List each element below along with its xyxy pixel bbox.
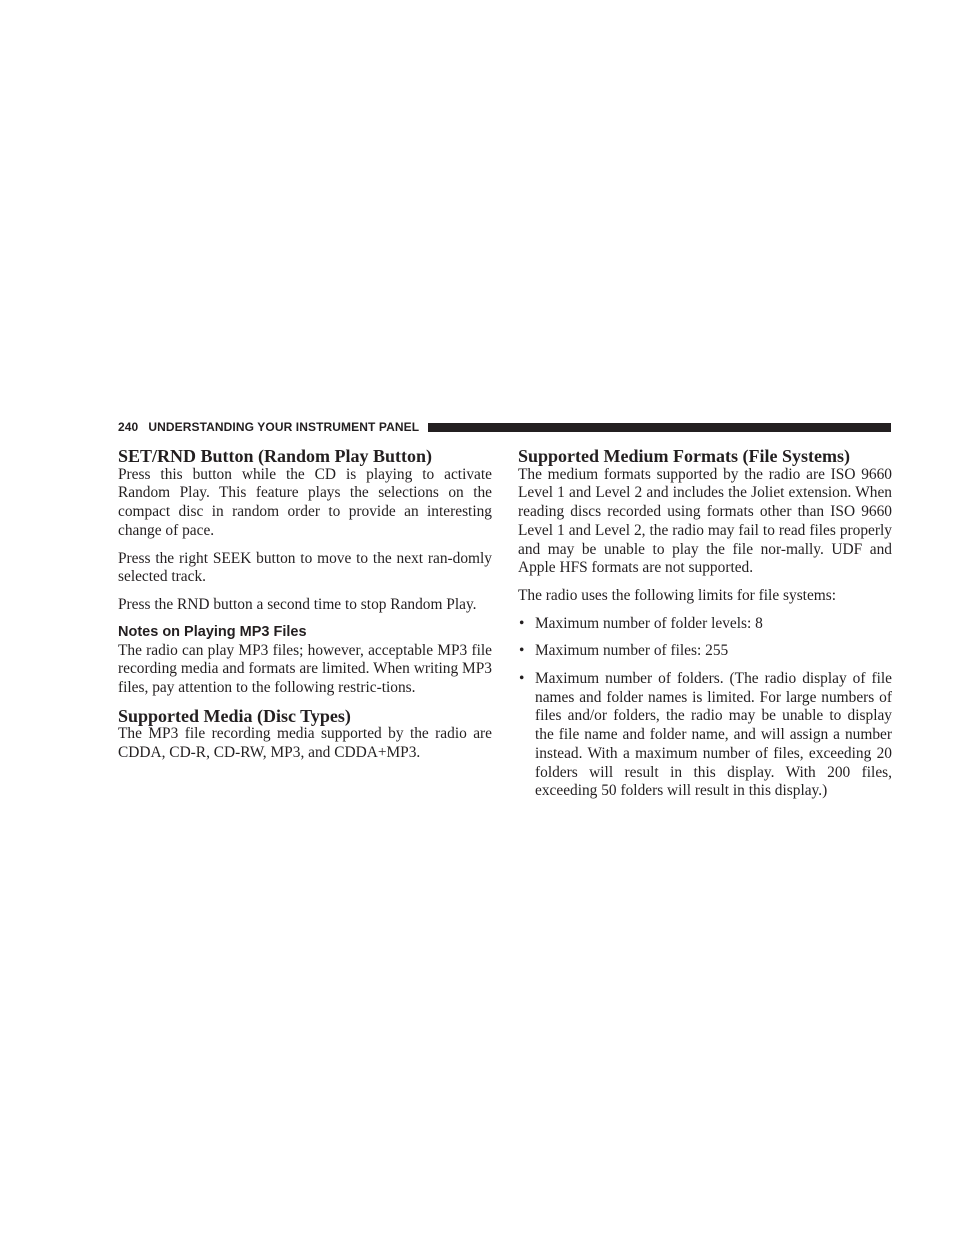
mp3-notes-paragraph: The radio can play MP3 files; however, acceptable MP3 file recording media and formats are limited. When writing MP3 files, pay attention to the following restric-tions.	[118, 641, 492, 697]
mp3-notes-heading: Notes on Playing MP3 Files	[118, 623, 307, 640]
section-title: UNDERSTANDING YOUR INSTRUMENT PANEL	[148, 420, 420, 434]
supported-media-heading: Supported Media (Disc Types)	[118, 705, 351, 726]
set-rnd-heading: SET/RND Button (Random Play Button)	[118, 446, 433, 466]
page-number: 240	[118, 420, 139, 434]
list-item	[518, 615, 892, 634]
medium-formats-paragraph: The medium formats supported by the radio are ISO 9660 Level 1 and Level 2 and includes the Joliet extension. When reading discs recorded using formats other than ISO 9660 Level 1 and Level 2, the radio may fail to read files properly and may be unable to play the file nor-mally. UDF and Apple HFS formats are not supported.	[518, 465, 892, 577]
left-column	[118, 447, 492, 763]
bullet-icon: •	[519, 614, 525, 632]
limits-list	[518, 615, 892, 801]
medium-formats-heading: Supported Medium Formats (File Systems)	[518, 446, 850, 466]
bullet-icon: •	[519, 642, 525, 660]
bullet-icon: •	[519, 670, 525, 688]
list-item-text: Maximum number of folder levels: 8	[535, 614, 763, 632]
limits-intro: The radio uses the following limits for file systems:	[518, 586, 837, 604]
list-item	[518, 670, 892, 801]
right-column	[518, 447, 892, 801]
list-item-text: Maximum number of files: 255	[535, 642, 729, 660]
supported-media-paragraph: The MP3 file recording media supported by the radio are CDDA, CD-R, CD-RW, MP3, and CDDA+MP3.	[118, 725, 492, 762]
set-rnd-paragraph-2: Press the right SEEK button to move to the next ran-domly selected track.	[118, 549, 492, 586]
list-item-text: Maximum number of folders. (The radio display of file names and folder names is limited. For large numbers of files and/or folders, the radio may be unable to display the file name and folder name, and will assign a number instead. With a maximum number of files, exceeding 20 folders will result in this display. With 200 files, exceeding 50 folders will result in this display.)	[535, 670, 892, 800]
header-rule	[428, 423, 891, 432]
page-header	[118, 419, 891, 435]
set-rnd-paragraph-1: Press this button while the CD is playing to activate Random Play. This feature plays the selections on the compact disc in random order to provide an interesting change of pace.	[118, 465, 492, 539]
list-item	[518, 642, 892, 661]
set-rnd-paragraph-3: Press the RND button a second time to stop Random Play.	[118, 595, 477, 613]
